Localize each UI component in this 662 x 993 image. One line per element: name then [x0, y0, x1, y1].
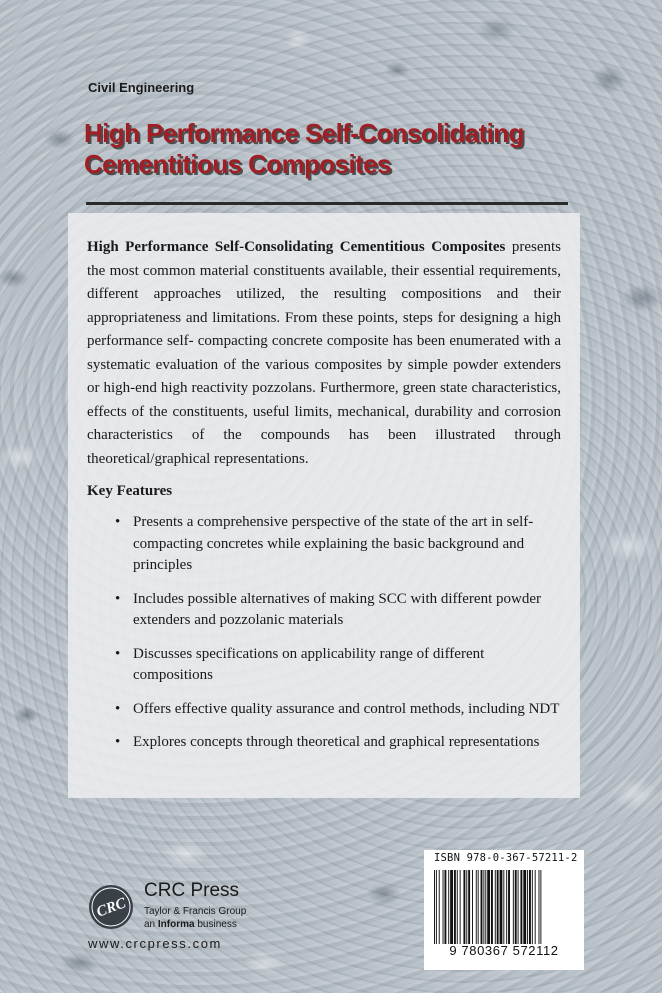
barcode-bar: [540, 870, 541, 944]
barcode-bar: [491, 870, 493, 944]
barcode-bar: [518, 870, 519, 944]
key-feature-item: • Explores concepts through theoretical and graphical representations: [115, 732, 565, 754]
key-feature-item: • Offers effective quality assurance and control methods, including NDT: [115, 699, 565, 721]
barcode-bar: [535, 870, 536, 944]
barcode-bar: [529, 870, 531, 944]
barcode-bar: [532, 870, 533, 944]
barcode-bar: [506, 870, 507, 944]
description-lead: High Performance Self-Consolidating Cementitious Composites: [87, 239, 506, 255]
crc-logo-icon: [88, 884, 134, 930]
key-features-heading: Key Features: [87, 483, 173, 499]
business-prefix: an: [144, 919, 158, 930]
barcode-box: [424, 850, 584, 970]
publisher-group: Taylor & Francis Group: [144, 906, 247, 917]
barcode-bar: [503, 870, 504, 944]
barcode-bar: [527, 870, 528, 944]
book-title-line2: Cementitious Composites: [84, 149, 391, 179]
barcode-bar: [468, 870, 470, 944]
barcode-bar: [457, 870, 458, 944]
publisher-block: [88, 880, 328, 960]
barcode-bar: [463, 870, 465, 944]
barcode-bar: [460, 870, 461, 944]
business-brand: Informa: [157, 919, 195, 930]
barcode-bar: [443, 870, 444, 944]
barcode-bar: [454, 870, 456, 944]
barcode-bar: [436, 870, 437, 944]
business-suffix: business: [194, 919, 237, 930]
barcode-bar: [539, 870, 540, 944]
description-paragraph: [87, 236, 561, 471]
barcode-digits: 9 780367 572112: [449, 943, 559, 958]
barcode-bar: [508, 870, 510, 944]
book-title-line1: High Performance Self-Consolidating: [84, 118, 524, 148]
barcode-bar: [448, 870, 449, 944]
barcode-bar: [515, 870, 517, 944]
barcode-bar: [481, 870, 483, 944]
publisher-business: [144, 919, 237, 930]
barcode-bar: [513, 870, 514, 944]
barcode-bar: [523, 870, 526, 944]
barcode-bar: [495, 870, 496, 944]
barcode-bar: [476, 870, 477, 944]
barcode-bar: [450, 870, 453, 944]
description-body: presents the most common material constituents available, their essential requirements, different approaches utilized, the resulting compositions and their appropriateness and limitations. From these points, steps for designing a high performance self- compacting concrete composite has been enumerated with a systematic evaluation of the various composites by simple powder extenders or high-end high reactivity pozzolans. Furthermore, green state characteristics, effects of the constituents, useful limits, mechanical, durability and corrosion characteristics of the compounds has been illustrated through theoretical/graphical representations.: [87, 239, 562, 467]
barcode-bar: [466, 870, 467, 944]
barcode-icon: [434, 870, 576, 944]
publisher-url[interactable]: www.crcpress.com: [88, 936, 222, 951]
barcode-bar: [485, 870, 486, 944]
crc-logo-text: CRC: [94, 895, 129, 921]
publisher-name: CRC Press: [144, 880, 240, 901]
title-divider: [86, 202, 568, 205]
barcode-bar: [520, 870, 522, 944]
isbn-label: ISBN 978-0-367-57211-2: [434, 852, 578, 864]
barcode-bar: [478, 870, 479, 944]
barcode-bar: [500, 870, 503, 944]
key-features-list: [115, 512, 565, 754]
book-title: [84, 118, 604, 180]
barcode-bar: [472, 870, 473, 944]
key-feature-item: • Presents a comprehensive perspective of the state of the art in self-compacting concretes while explaining the basic background and principles: [115, 512, 565, 577]
key-feature-item: • Discusses specifications on applicability range of different compositions: [115, 644, 565, 687]
category-label: Civil Engineering: [88, 80, 195, 95]
barcode-bar: [434, 870, 435, 944]
barcode-bar: [444, 870, 446, 944]
key-feature-item: • Includes possible alternatives of making SCC with different powder extenders and pozzolanic materials: [115, 589, 565, 632]
barcode-bar: [439, 870, 440, 944]
barcode-bar: [483, 870, 484, 944]
barcode-bar: [487, 870, 490, 944]
barcode-bar: [497, 870, 499, 944]
